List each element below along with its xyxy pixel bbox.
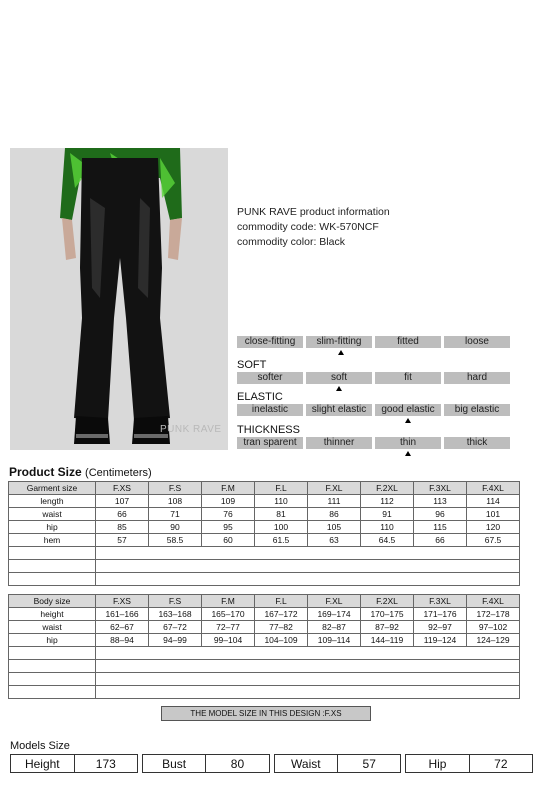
soft-title: SOFT (237, 359, 267, 371)
table-cell: 124–129 (467, 634, 520, 647)
table-row (9, 495, 520, 508)
table-cell: 60 (202, 534, 255, 547)
table-cell: 112 (361, 495, 414, 508)
table-cell: 58.5 (149, 534, 202, 547)
header-cell: F.S (149, 482, 202, 495)
header-cell: F.S (149, 595, 202, 608)
table-row (9, 621, 520, 634)
table-cell: 108 (149, 495, 202, 508)
product-size-title (9, 465, 152, 479)
table-cell: 91 (361, 508, 414, 521)
table-row-empty (9, 560, 520, 573)
table-cell: 76 (202, 508, 255, 521)
table-cell: 72–77 (202, 621, 255, 634)
table-cell: 109 (202, 495, 255, 508)
product-photo (10, 148, 228, 450)
product-info (237, 205, 390, 250)
elastic-scale (237, 404, 510, 416)
table-cell: 101 (467, 508, 520, 521)
table-cell: 66 (414, 534, 467, 547)
table-cell: 57 (96, 534, 149, 547)
table-cell: 104–109 (255, 634, 308, 647)
models-size-value: 72 (469, 755, 532, 773)
row-label: hem (9, 534, 96, 547)
table-cell: 144–119 (361, 634, 414, 647)
table-row-empty (9, 673, 520, 686)
table-row (9, 534, 520, 547)
garment-size-table (8, 481, 520, 586)
header-cell: Garment size (9, 482, 96, 495)
table-row-empty (9, 547, 520, 560)
table-cell: 114 (467, 495, 520, 508)
table-cell: 110 (255, 495, 308, 508)
table-row (9, 508, 520, 521)
table-cell: 88–94 (96, 634, 149, 647)
table-cell: 94–99 (149, 634, 202, 647)
thickness-title: THICKNESS (237, 424, 300, 436)
header-cell: F.3XL (414, 595, 467, 608)
header-cell: F.2XL (361, 595, 414, 608)
table-header-row (9, 595, 520, 608)
elastic-title: ELASTIC (237, 391, 283, 403)
table-cell: 165–170 (202, 608, 255, 621)
row-label: length (9, 495, 96, 508)
header-cell: F.L (255, 595, 308, 608)
fit-option: close-fitting (237, 336, 303, 348)
table-cell: 170–175 (361, 608, 414, 621)
models-size-label: Hip (406, 755, 469, 773)
header-cell: F.M (202, 595, 255, 608)
table-cell: 63 (308, 534, 361, 547)
elastic-option: big elastic (444, 404, 510, 416)
table-cell: 95 (202, 521, 255, 534)
table-cell: 169–174 (308, 608, 361, 621)
models-size-title: Models Size (10, 740, 70, 752)
table-cell: 110 (361, 521, 414, 534)
header-cell: F.XL (308, 482, 361, 495)
models-size-label: Height (11, 755, 75, 773)
row-label: waist (9, 508, 96, 521)
header-cell: F.4XL (467, 595, 520, 608)
product-size-unit: (Centimeters) (85, 467, 152, 479)
thickness-option: thin (375, 437, 441, 449)
table-cell: 99–104 (202, 634, 255, 647)
thickness-option: thinner (306, 437, 372, 449)
models-size-label: Bust (142, 755, 205, 773)
thickness-scale (237, 437, 510, 449)
row-label: height (9, 608, 96, 621)
header-cell: F.L (255, 482, 308, 495)
info-color-line: commodity color: Black (237, 236, 345, 248)
table-cell: 85 (96, 521, 149, 534)
table-cell: 90 (149, 521, 202, 534)
header-cell: F.2XL (361, 482, 414, 495)
fit-option: loose (444, 336, 510, 348)
table-cell: 77–82 (255, 621, 308, 634)
soft-scale (237, 372, 510, 384)
soft-option: softer (237, 372, 303, 384)
table-cell: 163–168 (149, 608, 202, 621)
table-cell: 71 (149, 508, 202, 521)
table-cell: 107 (96, 495, 149, 508)
models-size-label: Waist (274, 755, 338, 773)
info-brand-line: PUNK RAVE product information (237, 206, 390, 218)
models-size-table (10, 754, 533, 773)
table-cell: 96 (414, 508, 467, 521)
table-cell: 100 (255, 521, 308, 534)
soft-option: fit (375, 372, 441, 384)
table-cell: 67.5 (467, 534, 520, 547)
table-row-empty (9, 660, 520, 673)
table-row (9, 608, 520, 621)
models-size-row (11, 755, 533, 773)
table-cell: 64.5 (361, 534, 414, 547)
fit-option: fitted (375, 336, 441, 348)
fit-scale (237, 336, 510, 348)
table-cell: 113 (414, 495, 467, 508)
table-row (9, 634, 520, 647)
header-cell: Body size (9, 595, 96, 608)
header-cell: F.XL (308, 595, 361, 608)
table-cell: 81 (255, 508, 308, 521)
models-size-value: 80 (206, 755, 269, 773)
table-cell: 66 (96, 508, 149, 521)
row-label: waist (9, 621, 96, 634)
model-figure-image (10, 148, 228, 450)
elastic-option: slight elastic (306, 404, 372, 416)
elastic-option: good elastic (375, 404, 441, 416)
elastic-selected-marker (405, 418, 411, 423)
table-cell: 61.5 (255, 534, 308, 547)
table-cell: 120 (467, 521, 520, 534)
table-row-empty (9, 573, 520, 586)
table-cell: 92–97 (414, 621, 467, 634)
table-cell: 62–67 (96, 621, 149, 634)
table-cell: 97–102 (467, 621, 520, 634)
thickness-option: thick (444, 437, 510, 449)
header-cell: F.3XL (414, 482, 467, 495)
header-cell: F.XS (96, 482, 149, 495)
table-cell: 172–178 (467, 608, 520, 621)
table-cell: 67–72 (149, 621, 202, 634)
header-cell: F.4XL (467, 482, 520, 495)
table-cell: 109–114 (308, 634, 361, 647)
product-size-heading: Product Size (9, 465, 82, 479)
models-size-value: 173 (74, 755, 137, 773)
model-size-note: THE MODEL SIZE IN THIS DESIGN :F.XS (161, 706, 371, 721)
thickness-option: tran sparent (237, 437, 303, 449)
soft-selected-marker (336, 386, 342, 391)
table-cell: 82–87 (308, 621, 361, 634)
body-size-table (8, 594, 520, 699)
table-cell: 167–172 (255, 608, 308, 621)
table-row-empty (9, 647, 520, 660)
table-cell: 111 (308, 495, 361, 508)
thickness-selected-marker (405, 451, 411, 456)
table-cell: 105 (308, 521, 361, 534)
info-code-line: commodity code: WK-570NCF (237, 221, 379, 233)
table-cell: 171–176 (414, 608, 467, 621)
elastic-option: inelastic (237, 404, 303, 416)
table-header-row (9, 482, 520, 495)
fit-option: slim-fitting (306, 336, 372, 348)
table-row-empty (9, 686, 520, 699)
table-cell: 115 (414, 521, 467, 534)
row-label: hip (9, 634, 96, 647)
table-cell: 161–166 (96, 608, 149, 621)
photo-watermark: PUNK RAVE (160, 424, 222, 435)
table-cell: 86 (308, 508, 361, 521)
row-label: hip (9, 521, 96, 534)
fit-selected-marker (338, 350, 344, 355)
soft-option: hard (444, 372, 510, 384)
table-cell: 87–92 (361, 621, 414, 634)
table-cell: 119–124 (414, 634, 467, 647)
header-cell: F.XS (96, 595, 149, 608)
header-cell: F.M (202, 482, 255, 495)
soft-option: soft (306, 372, 372, 384)
models-size-value: 57 (338, 755, 401, 773)
table-row (9, 521, 520, 534)
